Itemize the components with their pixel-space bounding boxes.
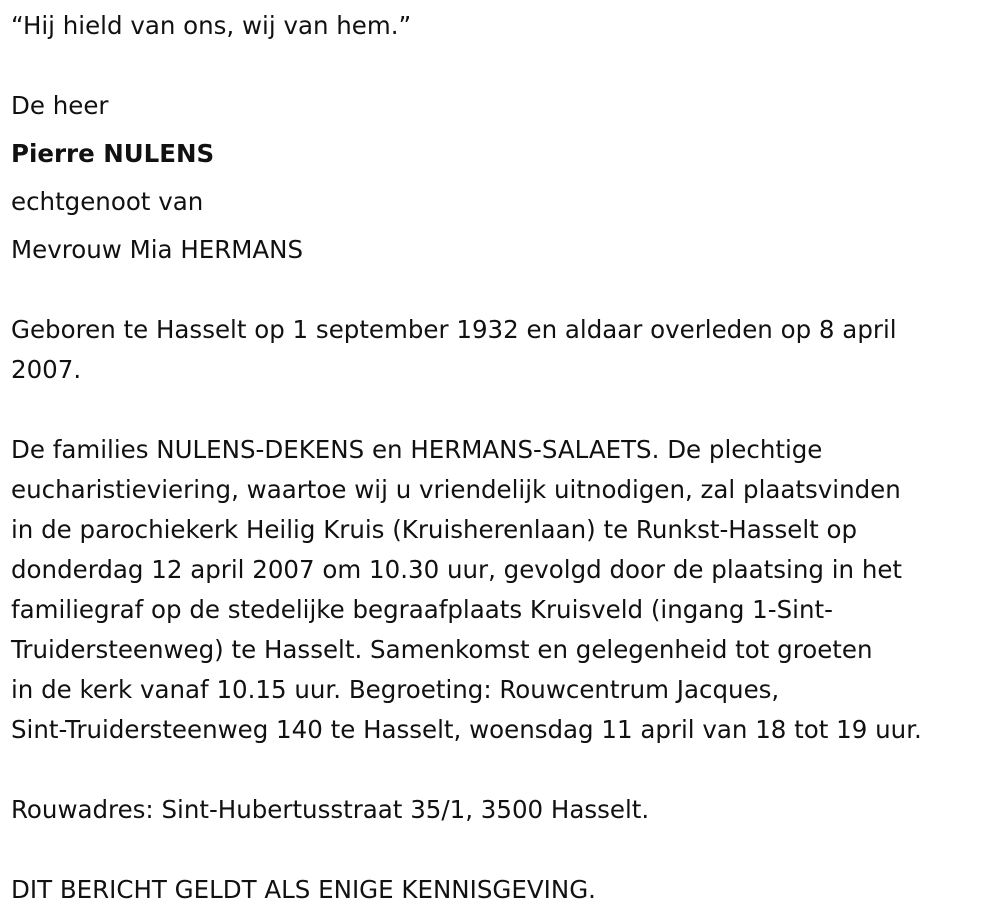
salutation: De heer (11, 91, 109, 120)
spouse-name: Mevrouw Mia HERMANS (11, 235, 304, 264)
ceremony-line: in de parochiekerk Heilig Kruis (Kruisherenlaan) te Runkst-Hasselt op (11, 515, 858, 544)
ceremony-line: in de kerk vanaf 10.15 uur. Begroeting: Rouwcentrum Jacques, (11, 675, 780, 704)
ceremony-line: familiegraf op de stedelijke begraafplaats Kruisveld (ingang 1-Sint- (11, 595, 833, 624)
mourning-address: Rouwadres: Sint-Hubertusstraat 35/1, 3500 Hasselt. (11, 795, 650, 824)
ceremony-line: Truidersteenweg) te Hasselt. Samenkomst en gelegenheid tot groeten (11, 635, 873, 664)
relation: echtgenoot van (11, 187, 204, 216)
deceased-name: Pierre NULENS (11, 139, 215, 168)
birth-death-paragraph: Geboren te Hasselt op 1 september 1932 en aldaar overleden op 8 april 2007. (11, 315, 897, 384)
ceremony-line: Sint-Truidersteenweg 140 te Hasselt, woensdag 11 april van 18 tot 19 uur. (11, 715, 922, 744)
ceremony-line: donderdag 12 april 2007 om 10.30 uur, gevolgd door de plaatsing in het (11, 555, 903, 584)
ceremony-line: eucharistieviering, waartoe wij u vriendelijk uitnodigen, zal plaatsvinden (11, 475, 901, 504)
closing-statement: DIT BERICHT GELDT ALS ENIGE KENNISGEVING. (11, 875, 596, 904)
ceremony-line: De families NULENS-DEKENS en HERMANS-SALAETS. De plechtige (11, 435, 823, 464)
quote: “Hij hield van ons, wij van hem.” (11, 11, 412, 40)
